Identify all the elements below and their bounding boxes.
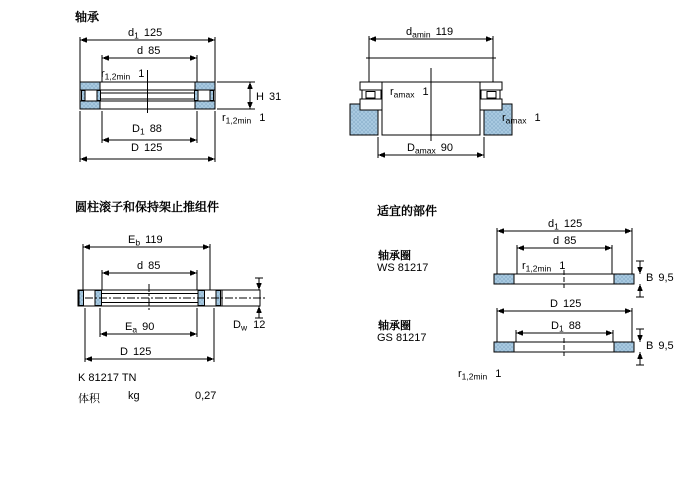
dim-D1-label: $D_1$ 88	[551, 320, 581, 334]
dim-r12-label: $r_{1,2min}$ 1	[522, 260, 566, 274]
bearing-section-title: 轴承	[75, 10, 100, 24]
dim-d-label: d 85	[553, 235, 577, 247]
dim-d-label: d 85	[137, 45, 161, 57]
dim-Ea-label: $E_a$ 90	[125, 321, 155, 335]
dim-B-label: B 9,5	[646, 340, 674, 352]
assembly-figure	[55, 225, 285, 365]
dim-Eb-label: $E_b$ 119	[128, 234, 163, 248]
assembly-section-title: 圆柱滚子和保持架止推组件	[75, 200, 220, 214]
parts-section-title: 适宜的部件	[377, 204, 438, 218]
dim-r12-side-label: $r_{1,2min}$ 1	[222, 112, 266, 126]
assembly-designation: K 81217 TN	[78, 372, 137, 384]
shaft-washer-right-hatch	[195, 82, 215, 90]
dim-H	[217, 82, 255, 109]
dim-r12-label: $r_{1,2min}$ 1	[458, 368, 502, 382]
dim-Dw-label: $D_w$ 12	[233, 319, 266, 333]
dim-d1-label: $d_1$ 125	[548, 218, 583, 232]
washer-section	[494, 270, 634, 288]
dim-H-label: H 31	[256, 91, 282, 103]
dim-D1	[516, 330, 613, 342]
ws-part-label: 轴承圈	[378, 250, 411, 262]
dim-ramax-side-label: $r_{amax}$ 1	[502, 112, 541, 126]
dim-damin-label: $d_{amin}$ 119	[406, 26, 454, 40]
dim-D	[497, 308, 632, 342]
dim-D1-label: $D_1$ 88	[132, 123, 162, 137]
dim-B-label: B 9,5	[646, 272, 674, 284]
gs-part-designation: GS 81217	[377, 332, 427, 344]
dim-r12-top-label: $r_{1,2min}$ 1	[101, 68, 145, 82]
cage-assembly-section	[78, 284, 265, 312]
dim-D-label: D 125	[120, 346, 152, 358]
shaft-washer-left-hatch	[80, 82, 100, 90]
dim-B	[636, 329, 644, 365]
ws-part-designation: WS 81217	[377, 262, 429, 274]
ws-washer-figure	[455, 214, 700, 294]
mass-value: 0,27	[195, 390, 217, 402]
dim-d	[102, 270, 197, 290]
housing-washer-right-hatch	[195, 101, 215, 109]
dim-d1-label: $d_1$ 125	[128, 27, 163, 41]
gs-washer-figure	[455, 294, 700, 389]
dim-D-label: D 125	[131, 142, 163, 154]
mass-label: 体积	[78, 393, 100, 405]
shaft-and-housing	[350, 58, 512, 141]
abutment-figure	[345, 25, 570, 165]
dim-d-label: d 85	[137, 260, 161, 272]
mass-unit: kg	[128, 390, 140, 402]
dim-D-label: D 125	[550, 298, 582, 310]
dim-Damax-label: $D_{amax}$ 90	[407, 142, 453, 156]
gs-part-label: 轴承圈	[378, 320, 411, 332]
bearing-figure	[55, 25, 285, 167]
dim-B	[636, 261, 644, 297]
housing-washer-left-hatch	[80, 101, 100, 109]
dim-D	[80, 111, 215, 162]
dim-ramax-inner-label: $r_{amax}$ 1	[390, 86, 429, 100]
